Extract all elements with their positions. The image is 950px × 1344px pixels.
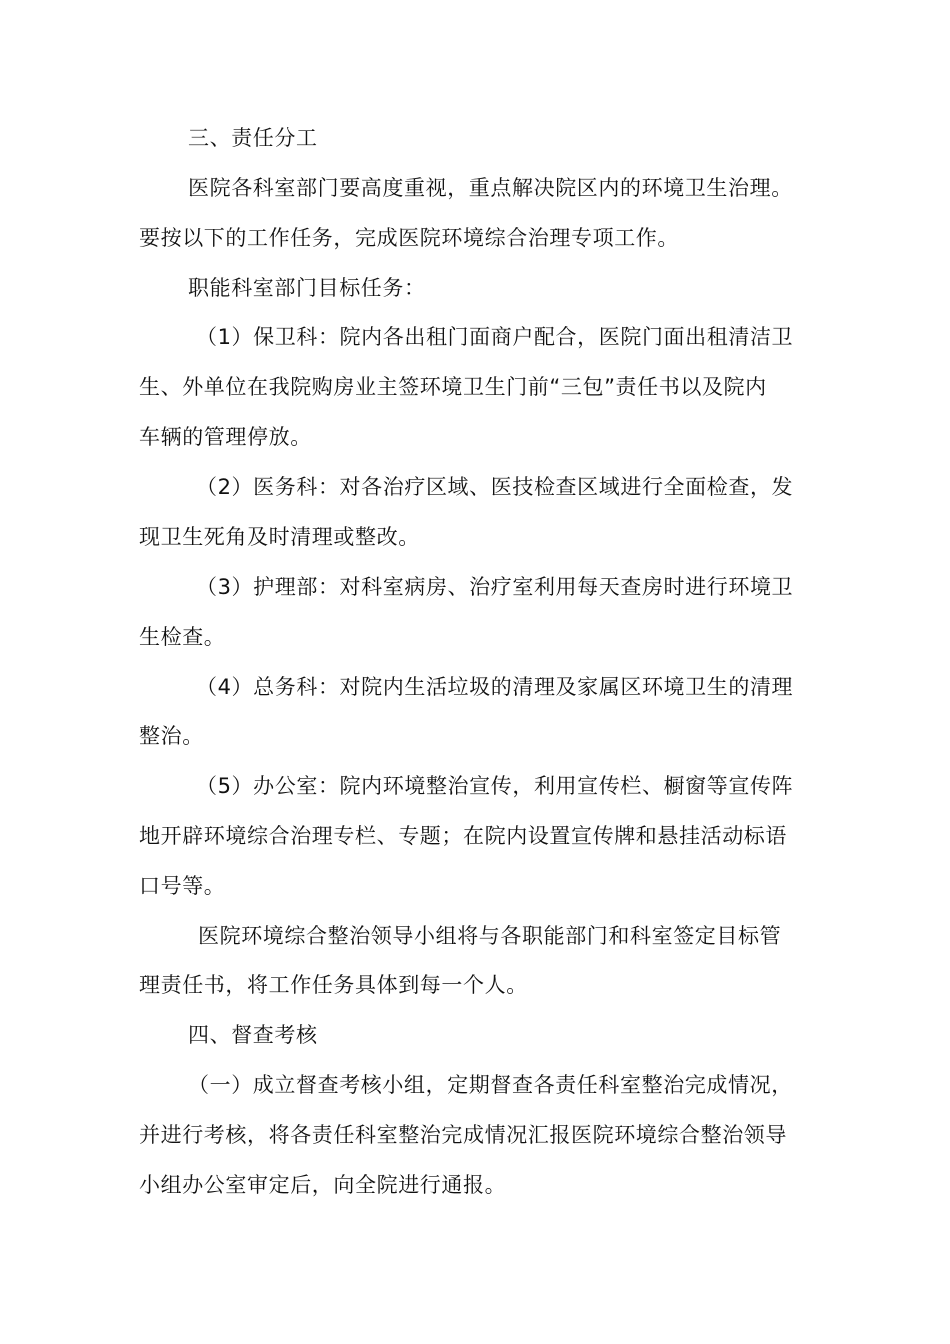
leadership-paragraph-line: 理责任书，将工作任务具体到每一个人。 xyxy=(139,973,528,997)
item-security-line: 生、外单位在我院购房业主签环境卫生门前“三包”责任书以及院内 xyxy=(139,375,767,399)
item-nursing-line: 生检查。 xyxy=(139,625,226,649)
item-office-line: 地开辟环境综合治理专栏、专题；在院内设置宣传牌和悬挂活动标语 xyxy=(139,824,787,848)
item-nursing-line: （3）护理部：对科室病房、治疗室利用每天查房时进行环境卫 xyxy=(196,575,794,599)
item-medical-affairs-line: 现卫生死角及时清理或整改。 xyxy=(139,525,420,549)
inspection-paragraph-line: （一）成立督查考核小组，定期督查各责任科室整治完成情况， xyxy=(188,1073,793,1097)
item-general-affairs-line: （4）总务科：对院内生活垃圾的清理及家属区环境卫生的清理 xyxy=(196,675,794,699)
item-office-line: 口号等。 xyxy=(139,874,226,898)
tasks-heading: 职能科室部门目标任务： xyxy=(188,276,426,300)
intro-paragraph-line: 医院各科室部门要高度重视，重点解决院区内的环境卫生治理。 xyxy=(188,176,793,200)
item-security-line: 车辆的管理停放。 xyxy=(139,425,312,449)
item-security-line: （1）保卫科：院内各出租门面商户配合，医院门面出租清洁卫 xyxy=(196,325,794,349)
item-medical-affairs-line: （2）医务科：对各治疗区域、医技检查区域进行全面检查，发 xyxy=(196,475,794,499)
inspection-paragraph-line: 小组办公室审定后，向全院进行通报。 xyxy=(139,1173,507,1197)
inspection-paragraph-line: 并进行考核，将各责任科室整治完成情况汇报医院环境综合整治领导 xyxy=(139,1123,787,1147)
leadership-paragraph-line: 医院环境综合整治领导小组将与各职能部门和科室签定目标管 xyxy=(198,924,782,948)
section-heading-responsibilities: 三、责任分工 xyxy=(188,126,318,150)
item-general-affairs-line: 整治。 xyxy=(139,724,204,748)
section-heading-inspection: 四、督查考核 xyxy=(188,1023,318,1047)
item-office-line: （5）办公室：院内环境整治宣传，利用宣传栏、橱窗等宣传阵 xyxy=(196,774,794,798)
intro-paragraph-line: 要按以下的工作任务，完成医院环境综合治理专项工作。 xyxy=(139,226,679,250)
